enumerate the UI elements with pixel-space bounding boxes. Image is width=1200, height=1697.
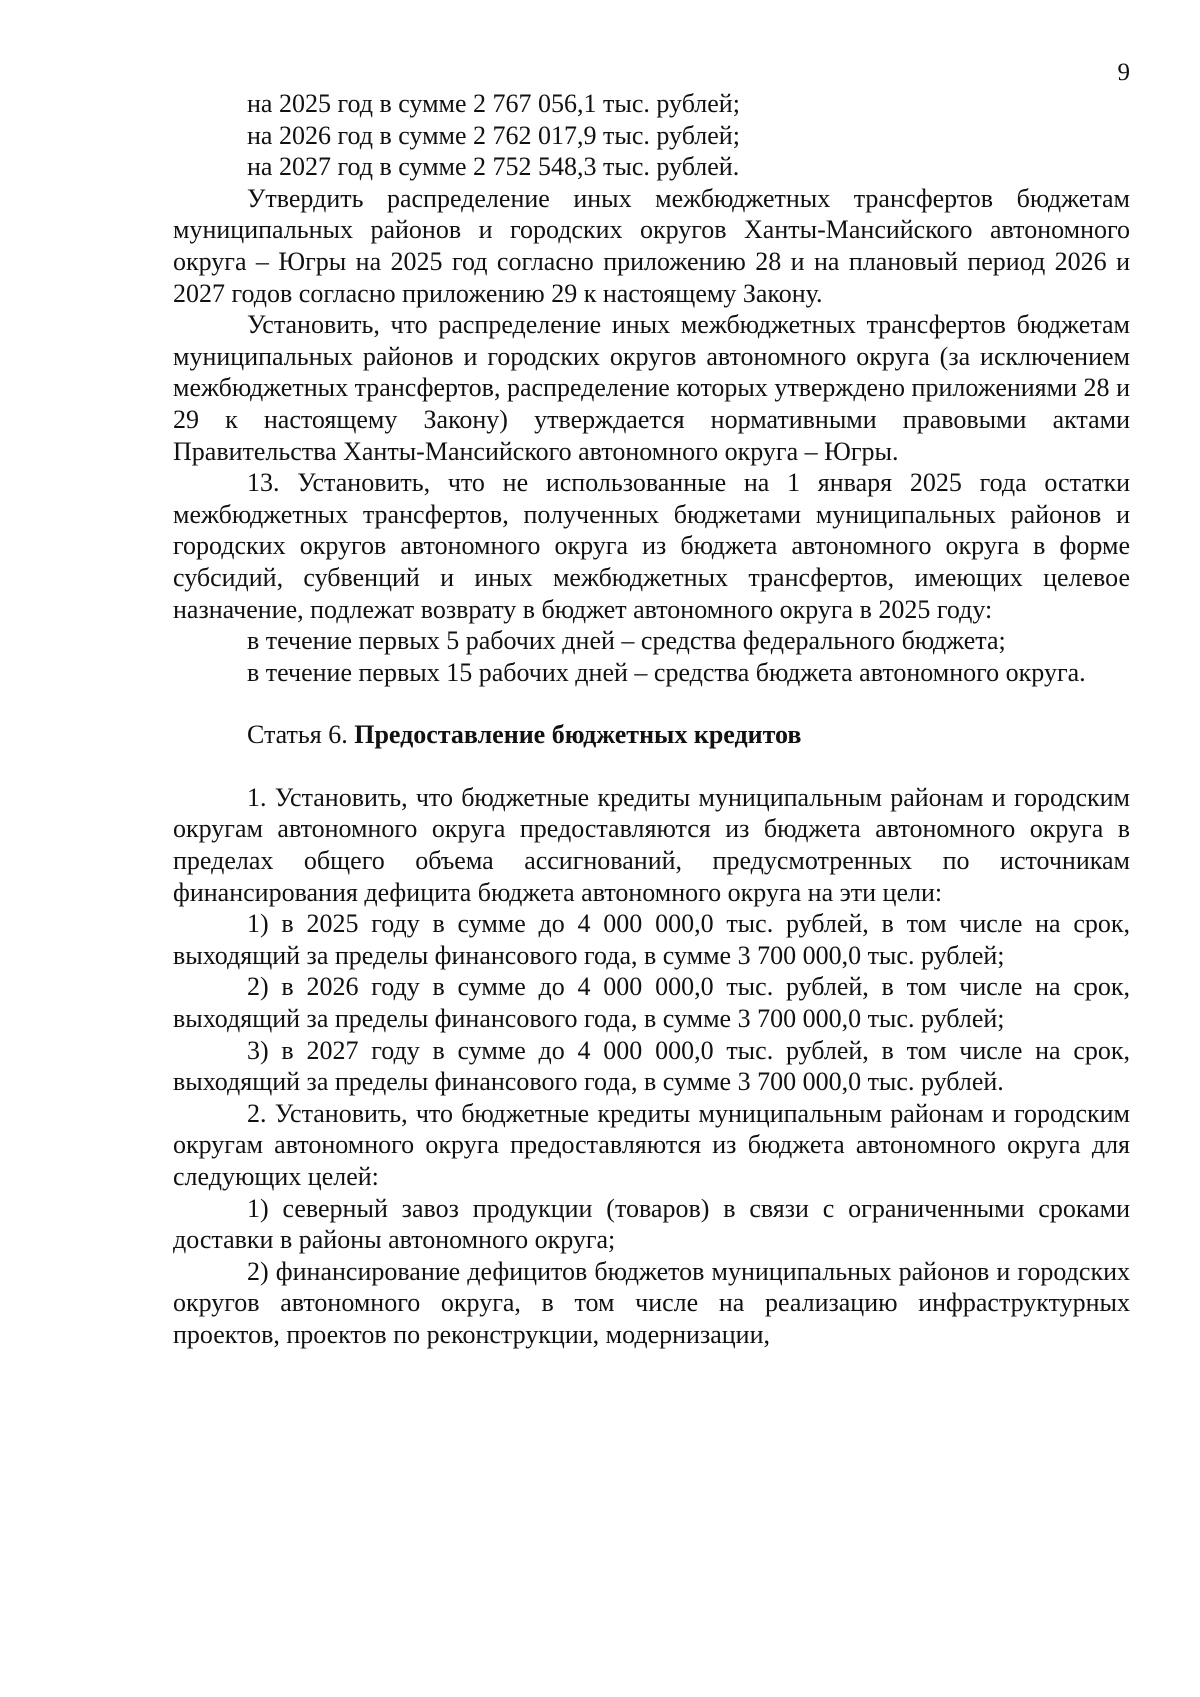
paragraph: Установить, что распределение иных межбюджетных трансфертов бюджетам муниципальных районов и городских округов автономного округа (за исключением межбюджетных трансфертов, распределение которых утверждено приложениями 28 и 29 к настоящему Закону) утверждается нормативными правовыми актами Правительства Ханты-Мансийского автономного округа – Югры. [173,310,1130,466]
paragraph: 1. Установить, что бюджетные кредиты муниципальным районам и городским округам автономного округа предоставляются из бюджета автономного округа в пределах общего объема ассигнований, предусмотренных по источникам финансирования дефицита бюджета автономного округа на эти цели: [173,782,1130,907]
paragraph: 1) северный завоз продукции (товаров) в связи с ограниченными сроками доставки в районы автономного округа; [173,1193,1130,1255]
article-title: Предоставление бюджетных кредитов [354,720,802,750]
article-heading [173,719,1130,751]
paragraph: 2) в 2026 году в сумме до 4 000 000,0 тыс. рублей, в том числе на срок, выходящий за пределы финансового года, в сумме 3 700 000,0 тыс. рублей; [173,972,1130,1034]
paragraph: 2. Установить, что бюджетные кредиты муниципальным районам и городским округам автономного округа предоставляются из бюджета автономного округа для следующих целей: [173,1098,1130,1191]
paragraph: 2) финансирование дефицитов бюджетов муниципальных районов и городских округов автономного округа, в том числе на реализацию инфраструктурных проектов, проектов по реконструкции, модернизации, [173,1256,1130,1349]
paragraph: в течение первых 15 рабочих дней – средства бюджета автономного округа. [247,657,1086,687]
paragraph: 3) в 2027 году в сумме до 4 000 000,0 тыс. рублей, в том числе на срок, выходящий за пределы финансового года, в сумме 3 700 000,0 тыс. рублей. [173,1035,1130,1097]
document-body [173,88,1130,1351]
paragraph: Утвердить распределение иных межбюджетных трансфертов бюджетам муниципальных районов и городских округов Ханты-Мансийского автономного округа – Югры на 2025 год согласно приложению 28 и на плановый период 2026 и 2027 годов согласно приложению 29 к настоящему Закону. [173,183,1130,308]
paragraph: на 2027 год в сумме 2 752 548,3 тыс. рублей. [247,152,740,182]
paragraph: на 2025 год в сумме 2 767 056,1 тыс. рублей; [247,89,740,118]
paragraph: 13. Установить, что не использованные на 1 января 2025 года остатки межбюджетных трансфертов, полученных бюджетами муниципальных районов и городских округов автономного округа из бюджета автономного округа в форме субсидий, субвенций и иных межбюджетных трансфертов, имеющих целевое назначение, подлежат возврату в бюджет автономного округа в 2025 году: [173,468,1130,624]
article-prefix: Статья 6. [247,720,348,750]
page-number: 9 [1117,59,1130,86]
paragraph: в течение первых 5 рабочих дней – средства федерального бюджета; [247,626,1006,656]
paragraph: 1) в 2025 году в сумме до 4 000 000,0 тыс. рублей, в том числе на срок, выходящий за пределы финансового года, в сумме 3 700 000,0 тыс. рублей; [173,909,1130,970]
paragraph: на 2026 год в сумме 2 762 017,9 тыс. рублей; [247,120,740,150]
